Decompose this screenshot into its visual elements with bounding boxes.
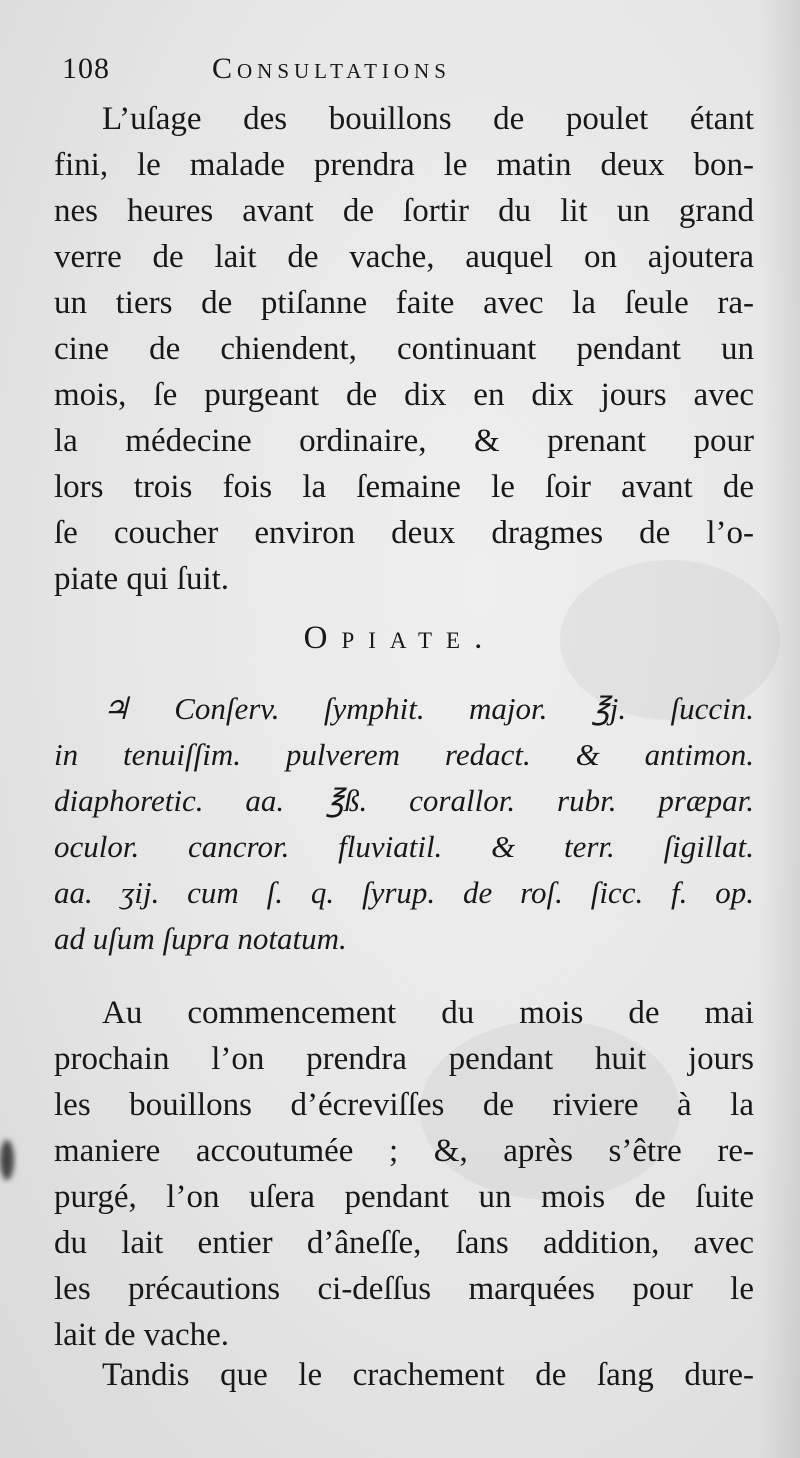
text-line: Tandis que le crachement de ſang dure-: [102, 1357, 754, 1393]
text-line: ſe coucher environ deux dragmes de l’o-: [54, 515, 754, 551]
text-line: L’uſage des bouillons de poulet étant: [102, 101, 754, 137]
section-heading: Opiate.: [303, 620, 497, 656]
text-line: verre de lait de vache, auquel on ajoutera: [54, 239, 754, 275]
running-header: [62, 52, 762, 92]
text-line: mois, ſe purgeant de dix en dix jours avec: [54, 377, 754, 413]
recipe-line: oculor. cancror. fluviatil. & terr. ſigillat.: [54, 829, 754, 864]
recipe-line: in tenuiſſim. pulverem redact. & antimon.: [54, 737, 754, 772]
text-line: nes heures avant de ſortir du lit un grand: [54, 193, 754, 229]
recipe-line: aa. ʒij. cum ſ. q. ſyrup. de roſ. ſicc. f. op.: [54, 875, 754, 910]
text-line: la médecine ordinaire, & prenant pour: [54, 423, 754, 459]
text-line: cine de chiendent, continuant pendant un: [54, 331, 754, 367]
text-line: Au commencement du mois de mai: [102, 995, 754, 1031]
text-line: un tiers de ptiſanne faite avec la ſeule ra-: [54, 285, 754, 321]
text-line: les bouillons d’écreviſſes de riviere à la: [54, 1087, 754, 1123]
text-line: prochain l’on prendra pendant huit jours: [54, 1041, 754, 1077]
text-line: fini, le malade prendra le matin deux bon-: [54, 147, 754, 183]
paragraph-1: [54, 96, 754, 602]
ink-blot: [0, 1140, 14, 1180]
paragraph-2: [54, 990, 754, 1358]
paragraph-3: [54, 1352, 754, 1398]
text-line: lors trois fois la ſemaine le ſoir avant de: [54, 469, 754, 505]
recipe-line: diaphoretic. aa. ℥ß. corallor. rubr. præpar.: [54, 783, 754, 818]
page-edge-shadow: [760, 0, 800, 1458]
text-line: lait de vache.: [54, 1317, 229, 1353]
running-title: Consultations: [212, 52, 451, 85]
page-number: 108: [62, 52, 110, 85]
text-line: maniere accoutumée ; &, après s’être re-: [54, 1133, 754, 1169]
recipe-block: [54, 686, 754, 962]
text-line: du lait entier d’âneſſe, ſans addition, avec: [54, 1225, 754, 1261]
recipe-line: ♃ Conſerv. ſymphit. major. ℥j. ſuccin.: [102, 691, 754, 726]
recipe-line: ad uſum ſupra notatum.: [54, 921, 347, 956]
text-line: purgé, l’on uſera pendant un mois de ſuite: [54, 1179, 754, 1215]
text-line: les précautions ci-deſſus marquées pour le: [54, 1271, 754, 1307]
text-line: piate qui ſuit.: [54, 561, 230, 597]
